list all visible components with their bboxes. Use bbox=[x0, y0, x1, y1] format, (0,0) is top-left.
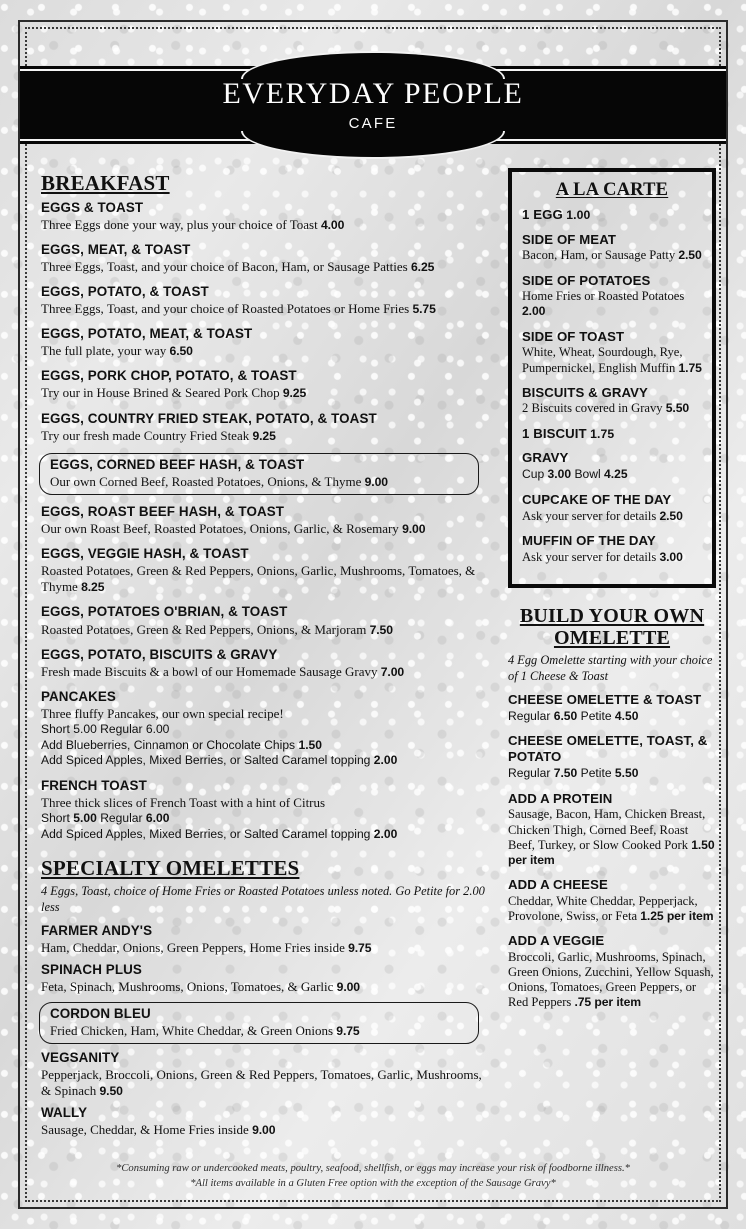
menu-item-price: 5.50 bbox=[614, 765, 639, 780]
menu-item-description: Pepperjack, Broccoli, Onions, Green & Red Peppers, Tomatoes, Garlic, Mushrooms, & Spinach 9.50 bbox=[41, 1066, 482, 1098]
menu-item bbox=[41, 326, 485, 359]
menu-item-price-line: Add Spiced Apples, Mixed Berries, or Salted Caramel topping 2.00 bbox=[41, 753, 398, 768]
menu-item-name: EGGS, COUNTRY FRIED STEAK, POTATO, & TOAST bbox=[41, 410, 377, 426]
menu-item bbox=[41, 604, 485, 637]
menu-item-price: 5.50 bbox=[665, 401, 690, 416]
menu-item bbox=[41, 1105, 485, 1138]
breakfast-section-heading: BREAKFAST bbox=[41, 171, 170, 195]
menu-item-price: 4.25 bbox=[604, 467, 628, 482]
specialty-omelettes-item-list bbox=[41, 923, 485, 1138]
menu-item-price: 6.50 bbox=[553, 708, 578, 723]
a-la-carte-box bbox=[508, 168, 716, 588]
build-your-own-note: 4 Egg Omelette starting with your choice of 1 Cheese & Toast bbox=[508, 652, 713, 683]
menu-item-name: SIDE OF TOAST bbox=[522, 328, 625, 344]
menu-item bbox=[41, 962, 485, 995]
menu-item bbox=[522, 426, 702, 442]
build-your-own-omelette-block bbox=[508, 605, 716, 1010]
menu-item-name: EGGS, CORNED BEEF HASH, & TOAST bbox=[50, 456, 305, 472]
menu-item-name: GRAVY bbox=[522, 450, 569, 466]
menu-item bbox=[508, 877, 716, 924]
menu-item-price: 7.50 bbox=[553, 765, 578, 780]
menu-item-description: Try our in House Brined & Seared Pork Chop 9.25 bbox=[41, 385, 307, 401]
menu-item-price-line: Short 5.00 Regular 6.00 bbox=[41, 722, 170, 737]
menu-item-price: 2.50 bbox=[678, 248, 702, 263]
menu-item-price: 2.00 bbox=[373, 827, 398, 842]
menu-item-price: 2.00 bbox=[373, 753, 398, 768]
breakfast-item-list bbox=[41, 200, 485, 680]
menu-item-price: 6.25 bbox=[410, 259, 435, 274]
menu-item-name: MUFFIN OF THE DAY bbox=[522, 532, 656, 548]
menu-item-description: Our own Corned Beef, Roasted Potatoes, Onions, & Thyme 9.00 bbox=[50, 473, 388, 489]
menu-item-price: 9.00 bbox=[252, 1123, 276, 1138]
restaurant-subtitle: CAFE bbox=[348, 115, 398, 132]
menu-item-name: 1 BISCUIT 1.75 bbox=[522, 425, 615, 441]
menu-item-description: Ask your server for details 2.50 bbox=[522, 508, 683, 523]
left-menu-column bbox=[41, 172, 485, 1144]
menu-item-description: Sausage, Bacon, Ham, Chicken Breast, Chicken Thigh, Corned Beef, Roast Beef, Turkey, or Slow Cooked Pork 1.50 per item bbox=[508, 807, 715, 867]
menu-item-description: Sausage, Cheddar, & Home Fries inside 9.00 bbox=[41, 1122, 276, 1138]
specialty-omelettes-section-heading: SPECIALTY OMELETTES bbox=[41, 855, 300, 880]
menu-item-price: 1.75 bbox=[586, 426, 615, 441]
menu-item bbox=[41, 284, 485, 317]
menu-item-price: 1.25 per item bbox=[640, 908, 714, 923]
menu-item-description: White, Wheat, Sourdough, Rye, Pumpernickel, English Muffin 1.75 bbox=[522, 345, 702, 375]
menu-item-price: 9.00 bbox=[402, 522, 426, 537]
menu-item-name: CHEESE OMELETTE & TOAST bbox=[508, 691, 702, 707]
menu-item-name: ADD A PROTEIN bbox=[508, 790, 613, 806]
menu-item-price: 3.00 bbox=[659, 549, 683, 564]
build-your-own-heading-line2: OMELETTE bbox=[553, 626, 671, 649]
menu-item-name: SPINACH PLUS bbox=[41, 962, 142, 978]
menu-item-description: Broccoli, Garlic, Mushrooms, Spinach, Green Onions, Zucchini, Yellow Squash, Onions, Tomatoes, Green Peppers, or Red Peppers .75 per item bbox=[508, 949, 714, 1010]
menu-item-french-toast bbox=[41, 778, 485, 843]
specialty-omelettes-note: 4 Eggs, Toast, choice of Home Fries or Roasted Potatoes unless noted. Go Petite for 2.00 less bbox=[41, 884, 485, 915]
menu-item bbox=[508, 733, 716, 781]
menu-item-price: 2.50 bbox=[659, 508, 683, 523]
menu-item bbox=[39, 453, 479, 495]
menu-item-description: Three Eggs done your way, plus your choice of Toast 4.00 bbox=[41, 216, 345, 232]
menu-item bbox=[41, 504, 485, 537]
menu-item-price-line: Add Spiced Apples, Mixed Berries, or Salted Caramel topping 2.00 bbox=[41, 827, 398, 842]
menu-item-price: 9.25 bbox=[282, 386, 307, 401]
menu-item bbox=[41, 200, 485, 233]
build-your-own-heading-line1: BUILD YOUR OWN bbox=[519, 604, 705, 627]
menu-item-name: SIDE OF POTATOES bbox=[522, 272, 651, 288]
menu-item-description: 2 Biscuits covered in Gravy 5.50 bbox=[522, 401, 690, 416]
menu-item-name: EGGS, VEGGIE HASH, & TOAST bbox=[41, 546, 249, 562]
menu-item bbox=[41, 546, 485, 595]
menu-item-name: SIDE OF MEAT bbox=[522, 231, 617, 247]
menu-item bbox=[39, 1002, 479, 1044]
menu-item-description: Fried Chicken, Ham, White Cheddar, & Green Onions 9.75 bbox=[50, 1022, 360, 1038]
menu-item-price: 6.00 bbox=[145, 811, 170, 826]
a-la-carte-item-list bbox=[522, 207, 702, 565]
menu-item-name: CHEESE OMELETTE, TOAST, & POTATO bbox=[508, 733, 708, 765]
menu-item-price-line: Add Blueberries, Cinnamon or Chocolate Chips 1.50 bbox=[41, 737, 323, 752]
menu-item bbox=[41, 411, 485, 444]
footer-line-2: *All items available in a Gluten Free option with the exception of the Sausage Gravy* bbox=[190, 1177, 556, 1189]
menu-item-description: The full plate, your way 6.50 bbox=[41, 343, 193, 359]
menu-item-name: CORDON BLEU bbox=[50, 1005, 151, 1021]
menu-item-name: CUPCAKE OF THE DAY bbox=[522, 492, 672, 507]
menu-item-price: 9.75 bbox=[336, 1023, 360, 1038]
menu-item-name: FARMER ANDY'S bbox=[41, 923, 153, 939]
menu-item-price: 9.00 bbox=[336, 980, 360, 995]
build-your-own-heading bbox=[508, 605, 716, 649]
menu-item-price: 3.00 bbox=[547, 467, 572, 482]
menu-item-name: WALLY bbox=[41, 1105, 88, 1121]
menu-item-name: EGGS, POTATO, MEAT, & TOAST bbox=[41, 326, 253, 342]
menu-item-price: 1.00 bbox=[562, 207, 591, 222]
menu-item-description: Three Eggs, Toast, and your choice of Roasted Potatoes or Home Fries 5.75 bbox=[41, 301, 436, 316]
menu-item bbox=[522, 533, 702, 565]
menu-item-name: EGGS, POTATOES O'BRIAN, & TOAST bbox=[41, 604, 288, 620]
menu-item-price-line: Cup 3.00 Bowl 4.25 bbox=[522, 467, 628, 482]
restaurant-header-banner bbox=[20, 66, 726, 144]
a-la-carte-section-heading: A LA CARTE bbox=[555, 180, 669, 200]
menu-item-name: ADD A CHEESE bbox=[508, 876, 608, 892]
menu-item-price: .75 per item bbox=[574, 995, 642, 1010]
menu-item bbox=[508, 791, 716, 868]
menu-item-description: Three fluffy Pancakes, our own special recipe! bbox=[41, 705, 284, 721]
menu-item-name: EGGS, POTATO, BISCUITS & GRAVY bbox=[41, 646, 278, 662]
menu-item-price: 9.00 bbox=[364, 474, 388, 489]
footer-line-1: *Consuming raw or undercooked meats, poultry, seafood, shellfish, or eggs may increase your risk of foodborne illness.* bbox=[116, 1162, 630, 1174]
menu-item-price: 1.50 per item bbox=[508, 837, 715, 867]
menu-item-name: PANCAKES bbox=[41, 688, 116, 704]
menu-item-description: Three thick slices of French Toast with a hint of Citrus bbox=[41, 795, 326, 811]
menu-item-price: 6.50 bbox=[169, 344, 193, 359]
menu-item-description: Roasted Potatoes, Green & Red Peppers, Onions, Garlic, Mushrooms, Tomatoes, & Thyme 8.25 bbox=[41, 563, 476, 595]
menu-item-description: Try our fresh made Country Fried Steak 9.25 bbox=[41, 427, 276, 443]
menu-item bbox=[522, 273, 702, 320]
menu-item bbox=[522, 329, 702, 376]
menu-item-description: Cheddar, White Cheddar, Pepperjack, Provolone, Swiss, or Feta 1.25 per item bbox=[508, 893, 714, 923]
menu-item-name: EGGS & TOAST bbox=[41, 199, 144, 215]
menu-item bbox=[522, 207, 702, 223]
menu-item-name: EGGS, PORK CHOP, POTATO, & TOAST bbox=[41, 368, 297, 384]
menu-item bbox=[41, 242, 485, 275]
menu-item-name: BISCUITS & GRAVY bbox=[522, 384, 648, 400]
menu-item-description: Home Fries or Roasted Potatoes 2.00 bbox=[522, 289, 685, 319]
menu-item-description: Roasted Potatoes, Green & Red Peppers, Onions, & Marjoram 7.50 bbox=[41, 621, 393, 637]
menu-item bbox=[41, 647, 485, 680]
menu-item-price: 5.75 bbox=[412, 302, 436, 316]
menu-item-name: 1 EGG 1.00 bbox=[522, 206, 591, 222]
menu-item-description: Feta, Spinach, Mushrooms, Onions, Tomatoes, & Garlic 9.00 bbox=[41, 979, 360, 995]
menu-item bbox=[522, 385, 702, 417]
menu-item-price-line: Regular 6.50 Petite 4.50 bbox=[508, 708, 639, 723]
menu-item bbox=[522, 450, 702, 483]
menu-item-description: Bacon, Ham, or Sausage Patty 2.50 bbox=[522, 248, 702, 263]
menu-item-price-line: Regular 7.50 Petite 5.50 bbox=[508, 765, 639, 780]
menu-item bbox=[522, 492, 702, 524]
menu-item-name: ADD A VEGGIE bbox=[508, 932, 605, 948]
menu-item bbox=[41, 1050, 485, 1099]
menu-item bbox=[508, 933, 716, 1010]
menu-item-description: Our own Roast Beef, Roasted Potatoes, Onions, Garlic, & Rosemary 9.00 bbox=[41, 521, 426, 537]
right-menu-column bbox=[508, 168, 716, 1019]
menu-item-price: 5.00 bbox=[73, 811, 97, 826]
menu-item-description: Ham, Cheddar, Onions, Green Peppers, Home Fries inside 9.75 bbox=[41, 940, 372, 956]
menu-item-price: 9.75 bbox=[348, 941, 372, 956]
menu-item-name: EGGS, MEAT, & TOAST bbox=[41, 241, 191, 257]
menu-item-price: 7.00 bbox=[380, 664, 405, 679]
menu-item-price: 4.00 bbox=[320, 217, 345, 232]
menu-item bbox=[41, 368, 485, 401]
menu-item-price: 1.75 bbox=[678, 360, 702, 375]
menu-item-price: 4.50 bbox=[614, 708, 639, 723]
menu-item-name: FRENCH TOAST bbox=[41, 778, 147, 794]
menu-item bbox=[41, 923, 485, 956]
menu-item-pancakes bbox=[41, 689, 485, 769]
menu-item-price: 7.50 bbox=[369, 622, 393, 637]
menu-item-price: 2.00 bbox=[522, 304, 546, 319]
menu-item-name: EGGS, ROAST BEEF HASH, & TOAST bbox=[41, 503, 285, 519]
menu-item-price-lines bbox=[41, 811, 485, 842]
menu-item-price: 1.50 bbox=[298, 737, 323, 752]
menu-item-description: Fresh made Biscuits & a bowl of our Homemade Sausage Gravy 7.00 bbox=[41, 663, 405, 679]
menu-item bbox=[522, 232, 702, 264]
menu-item-price: 9.50 bbox=[99, 1083, 123, 1098]
menu-item-name: EGGS, POTATO, & TOAST bbox=[41, 283, 209, 299]
menu-item-description: Ask your server for details 3.00 bbox=[522, 549, 683, 564]
menu-item-description: Three Eggs, Toast, and your choice of Bacon, Ham, or Sausage Patties 6.25 bbox=[41, 258, 435, 274]
menu-item-name: VEGSANITY bbox=[41, 1049, 120, 1065]
menu-item-price-line: Short 5.00 Regular 6.00 bbox=[41, 811, 170, 826]
menu-item-price: 8.25 bbox=[81, 580, 105, 595]
restaurant-name: EVERYDAY PEOPLE bbox=[222, 77, 524, 110]
menu-footer-disclaimer bbox=[40, 1161, 706, 1191]
menu-item-price-lines bbox=[41, 722, 485, 769]
menu-item-price: 9.25 bbox=[252, 428, 276, 443]
build-your-own-item-list bbox=[508, 692, 716, 1011]
menu-item bbox=[508, 692, 716, 725]
